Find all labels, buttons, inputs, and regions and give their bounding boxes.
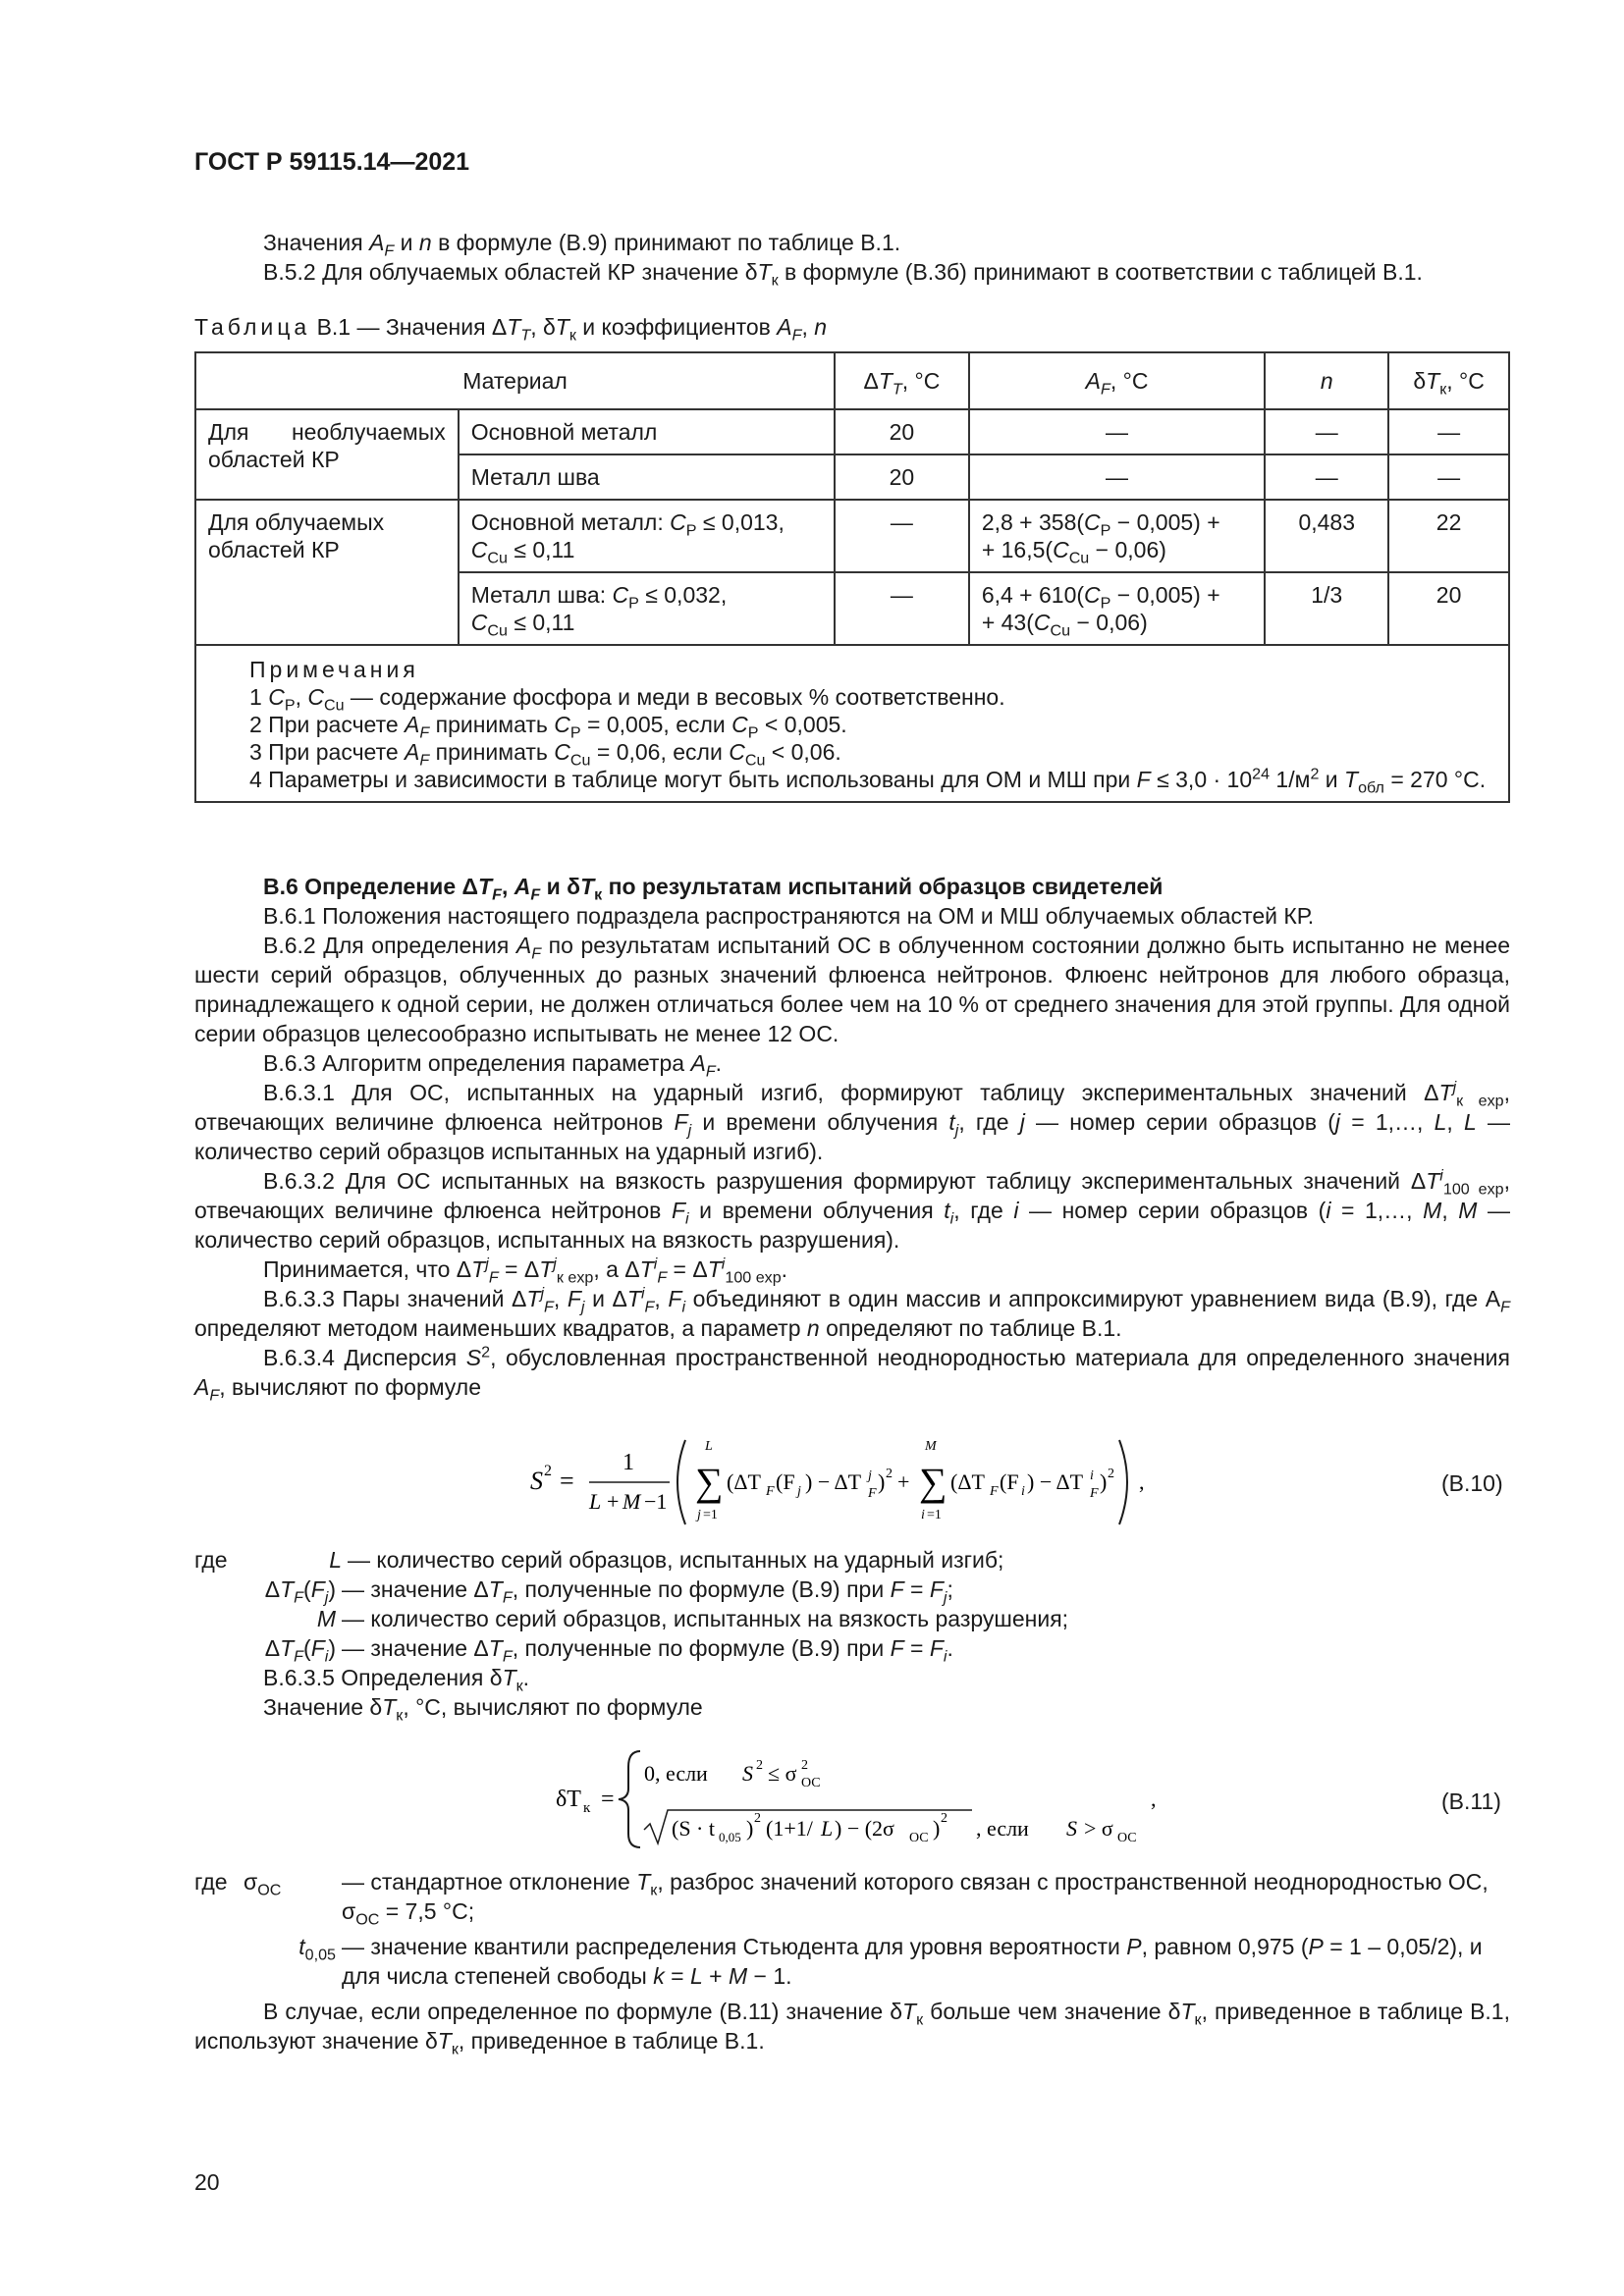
table-row: Для необлучаемых областей КР Основной металл 20 — — — bbox=[195, 409, 1509, 454]
group-label-unirradiated: Для необлучаемых областей КР bbox=[195, 409, 459, 500]
svg-text:=: = bbox=[601, 1787, 615, 1812]
svg-text:(1+1/: (1+1/ bbox=[766, 1816, 813, 1841]
svg-text:) − ΔT: ) − ΔT bbox=[1027, 1469, 1084, 1494]
header-dTT: $\Delta T_T$, °C bbox=[835, 352, 969, 409]
svg-text:2: 2 bbox=[886, 1467, 893, 1481]
svg-text:ОС: ОС bbox=[909, 1831, 929, 1845]
svg-text:L: L bbox=[821, 1816, 834, 1841]
svg-text:F: F bbox=[766, 1484, 775, 1499]
svg-text:(ΔT: (ΔT bbox=[727, 1469, 761, 1494]
svg-text:2: 2 bbox=[801, 1758, 808, 1773]
formula-b10-graphic bbox=[530, 1428, 1218, 1536]
table-caption: Таблица В.1 — Значения $\Delta T_T$, $\delta T_к$ и коэффициентов $A_F$, n bbox=[194, 314, 828, 345]
header-AF: $A_F$, °C bbox=[969, 352, 1265, 409]
svg-text:−1: −1 bbox=[644, 1489, 668, 1514]
svg-text:i: i bbox=[1090, 1468, 1094, 1483]
section-title: В.6 Определение $\Delta T_F$, $A_F$ и $\delta T_к$ по результатам испытаний образцов свидетелей bbox=[263, 874, 1164, 904]
svg-text:=1: =1 bbox=[927, 1508, 942, 1522]
svg-text:S: S bbox=[742, 1761, 753, 1786]
svg-text:2: 2 bbox=[544, 1463, 552, 1479]
svg-text:S: S bbox=[1066, 1816, 1077, 1841]
svg-text:): ) bbox=[1100, 1469, 1108, 1494]
formula-b11 bbox=[550, 1745, 1178, 1853]
formula-b10-number: (В.10) bbox=[1441, 1470, 1503, 1496]
intro-text: Значения $A_F$ и n в формуле (В.9) принимают по таблице В.1. В.5.2 Для облучаемых областей КР значение $\delta T_к$ в формуле (В.3б) принимают в соответствии с таблицей В.1. bbox=[263, 230, 1423, 290]
svg-text:2: 2 bbox=[1108, 1467, 1114, 1481]
formula-b10-definitions: где L — количество серий образцов, испытанных на ударный изгиб; $\Delta T_F(F_j)$ — значение $\Delta T_F$, полученные по формуле (В.9) при $F = F_j$; M — количество серий образцов, испытанных на вязкость разрушения; $\Delta T_F(F_i)$ — значение $\Delta T_F$, полученные по формуле (В.9) при $F = F_i$. В.6.3.5 Определения $\delta T_к$. Значение $\delta T_к$, °C, вычисляют по формуле bbox=[194, 1547, 1069, 1725]
svg-text:(F: (F bbox=[1000, 1469, 1019, 1494]
svg-text:L: L bbox=[705, 1439, 713, 1454]
table-b1 bbox=[194, 351, 1510, 803]
svg-text:): ) bbox=[878, 1469, 886, 1494]
formula-b11-graphic bbox=[550, 1745, 1178, 1853]
svg-text:δT: δT bbox=[556, 1787, 581, 1812]
case1-text: 0, если bbox=[644, 1761, 708, 1786]
svg-text:1: 1 bbox=[623, 1450, 634, 1475]
svg-text:): ) bbox=[746, 1816, 754, 1841]
svg-text:F: F bbox=[868, 1486, 877, 1501]
svg-text:∑: ∑ bbox=[919, 1460, 947, 1504]
header-n: n bbox=[1265, 352, 1388, 409]
table-header-row bbox=[195, 352, 1509, 409]
svg-text:j: j bbox=[797, 1484, 801, 1499]
table-notes: Примечания 1 $C_P$, $C_{Cu}$ — содержание фосфора и меди в весовых % соответственно. 2 При расчете $A_F$ принимать $C_P = 0,005$, если $C_P < 0,005$. 3 При расчете $A_F$ принимать $C_{Cu} = 0,06$, если $C_{Cu} < 0,06$. 4 Параметры и зависимости в таблице могут быть использованы для ОМ и МШ при $F \le 3,0 \cdot 10^{24}$ $1/м^2$ и $T_{обл} = 270$ °C. bbox=[195, 645, 1509, 802]
svg-text:2: 2 bbox=[754, 1811, 761, 1826]
svg-text:(S · t: (S · t bbox=[672, 1816, 715, 1841]
svg-text:2: 2 bbox=[756, 1758, 763, 1773]
svg-text:ОС: ОС bbox=[801, 1776, 821, 1790]
svg-text:) − (2σ: ) − (2σ bbox=[835, 1816, 894, 1841]
svg-text:j: j bbox=[697, 1508, 701, 1522]
svg-text:S: S bbox=[530, 1467, 543, 1495]
svg-text:) − ΔT: ) − ΔT bbox=[805, 1469, 862, 1494]
formula-b10 bbox=[530, 1428, 1218, 1536]
svg-text:> σ: > σ bbox=[1084, 1816, 1113, 1841]
svg-text:+: + bbox=[897, 1469, 910, 1494]
svg-text:0,05: 0,05 bbox=[719, 1830, 741, 1844]
svg-text:F: F bbox=[1090, 1486, 1099, 1501]
svg-text:L: L bbox=[589, 1489, 602, 1514]
svg-text:,: , bbox=[1151, 1787, 1157, 1811]
svg-text:2: 2 bbox=[941, 1811, 947, 1826]
document-header: ГОСТ Р 59115.14—2021 bbox=[194, 148, 470, 176]
group-label-irradiated: Для облучаемых областей КР bbox=[195, 500, 459, 645]
svg-text:): ) bbox=[933, 1816, 941, 1841]
table-row: Для облучаемых областей КР Основной металл: $C_P \le 0,013$, $C_{Cu} \le 0,11$ — $2,8 + 358(C_P - 0,005)$ + + $16,5(C_{Cu} - 0,06)$ 0,483 22 bbox=[195, 500, 1509, 572]
svg-text:∑: ∑ bbox=[695, 1460, 724, 1504]
table-notes-row bbox=[195, 645, 1509, 802]
header-dTk: $\delta T_к$, °C bbox=[1388, 352, 1509, 409]
formula-b11-number: (В.11) bbox=[1441, 1789, 1501, 1814]
svg-text:i: i bbox=[1021, 1484, 1025, 1499]
svg-text:ОС: ОС bbox=[1117, 1831, 1137, 1845]
svg-text:,: , bbox=[1139, 1469, 1145, 1494]
table-row: Металл шва 20 — — — bbox=[195, 454, 1509, 500]
svg-text:(ΔT: (ΔT bbox=[950, 1469, 985, 1494]
case2-text: , если bbox=[976, 1816, 1029, 1841]
svg-text:+: + bbox=[607, 1489, 620, 1514]
svg-text:(F: (F bbox=[776, 1469, 795, 1494]
svg-text:j: j bbox=[868, 1468, 872, 1483]
svg-text:=: = bbox=[560, 1467, 574, 1495]
table-row: Металл шва: $C_P \le 0,032$, $C_{Cu} \le 0,11$ — $6,4 + 610(C_P - 0,005)$ + + $43(C_{Cu} - 0,06)$ 1/3 20 bbox=[195, 572, 1509, 645]
formula-b11-definitions: где $\sigma_{ОС}$ — стандартное отклонение $T_к$, разброс значений которого связан с пространственной неоднородностью ОС, $\sigma_{ОС} = 7,5$ °C; $t_{0,05}$ — значение квантили распределения Стьюдента для уровня вероятности P, равном 0,975 (P = 1 – 0,05/2), и для числа степеней свободы k = L + M − 1. В случае, если определенное по формуле (В.11) значение $\delta T_к$ больше чем значение $\delta T_к$, приведенное в таблице В.1, используют значение $\delta T_к$, приведенное в таблице В.1. bbox=[194, 1869, 1510, 2058]
svg-text:M: M bbox=[623, 1489, 641, 1514]
svg-text:F: F bbox=[990, 1484, 999, 1499]
svg-text:i: i bbox=[921, 1508, 925, 1522]
page-number: 20 bbox=[194, 2169, 220, 2195]
svg-text:=1: =1 bbox=[703, 1508, 718, 1522]
header-material: Материал bbox=[195, 352, 835, 409]
svg-text:≤ σ: ≤ σ bbox=[768, 1761, 797, 1786]
svg-text:M: M bbox=[925, 1439, 937, 1454]
section-b6: В.6 Определение $\Delta T_F$, $A_F$ и $\delta T_к$ по результатам испытаний образцов свидетелей В.6.1 Положения настоящего подраздела распространяются на ОМ и МШ облучаемых областей КР. В.6.2 Для определения $A_F$ по результатам испытаний ОС в облученном состоянии должно быть испытанно не менее шести серий образцов, облученных до разных значений флюенса нейтронов. Флюенс нейтронов для любого образца, принадлежащего к одной серии, не должен отличаться более чем на 10 % от среднего значения для этой группы. Для одной серии образцов целесообразно испытывать не менее 12 ОС. В.6.3 Алгоритм определения параметра $A_F$. В.6.3.1 Для ОС, испытанных на ударный изгиб, формируют таблицу экспериментальных значений $\Delta T^j_{к exp}$, отвечающих величине флюенса нейтронов $F_j$ и времени облучения $t_j$, где j — номер серии образцов (j = 1,…, L, L — количество серий образцов испытанных на ударный изгиб). В.6.3.2 Для ОС испытанных на вязкость разрушения формируют таблицу экспериментальных значений $\Delta T^i_{100 exp}$, отвечающих величине флюенса нейтронов $F_i$ и времени облучения $t_i$, где i — номер серии образцов (i = 1,…, M, M — количество серий образцов, испытанных на вязкость разрушения). Принимается, что $\Delta T^j_F = \Delta T^j_{к exp}$, а $\Delta T^i_F = \Delta T^i_{100 exp}$. В.6.3.3 Пары значений $\Delta T^j_F$, $F_j$ и $\Delta T^i_F$, $F_i$ объединяют в один массив и аппроксимируют уравнением вида (В.9), где $А_F$ определяют методом наименьших квадратов, а параметр n определяют по таблице В.1. В.6.3.4 Дисперсия $S^2$, обусловленная пространственной неоднородностью материала для определенного значения $A_F$, вычисляют по формуле bbox=[194, 874, 1510, 1405]
svg-text:к: к bbox=[583, 1800, 591, 1816]
